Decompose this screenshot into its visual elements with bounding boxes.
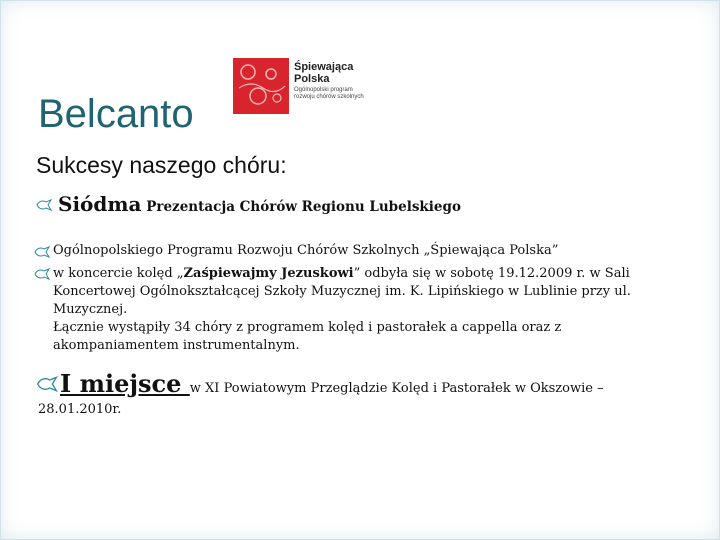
logo-name-line2: Polska	[294, 73, 330, 85]
item-4-date: 28.01.2010r.	[38, 402, 122, 417]
slide-title: Belcanto	[38, 92, 194, 136]
bullet-icon	[34, 268, 50, 280]
item-3-part3: Łącznie wystąpiły 34 chóry z programem kolęd i pastorałek a cappella oraz z akompaniamentem instrumentalnym.	[53, 320, 562, 353]
bullet-icon	[36, 199, 52, 211]
item-4-place: I miejsce	[60, 369, 190, 398]
item-2: Ogólnopolskiego Programu Rozwoju Chórów Szkolnych „Śpiewająca Polska”	[53, 243, 559, 258]
logo-desc-line1: Ogólnopolski program	[294, 87, 353, 93]
logo-emblem-icon	[233, 58, 289, 114]
logo-name-line1: Śpiewająca	[294, 61, 354, 73]
bullet-icon	[34, 246, 50, 258]
item-1-ordinal: Siódma	[58, 192, 142, 216]
spiewajaca-polska-logo	[233, 58, 379, 114]
bullet-icon	[36, 376, 58, 392]
item-4	[60, 369, 604, 398]
item-1	[58, 192, 461, 216]
item-3-part2: ” odbyła się w sobotę 19.12.2009 r. w Sali Koncertowej Ogólnokształcącej Szkoły Muzycznej im. K. Lipińskiego w Lublinie przy ul. Muzycznej.	[53, 266, 631, 317]
item-3-concert-title: Zaśpiewajmy Jezuskowi	[183, 266, 354, 281]
section-subtitle: Sukcesy naszego chóru:	[36, 152, 287, 178]
item-3	[53, 265, 653, 355]
logo-text	[294, 61, 364, 101]
item-1-text: Prezentacja Chórów Regionu Lubelskiego	[141, 199, 461, 215]
item-3-part1: w koncercie kolęd „	[53, 266, 184, 281]
item-4-text: w XI Powiatowym Przeglądzie Kolęd i Pastorałek w Okszowie –	[189, 381, 604, 396]
logo-desc-line2: rozwoju chórów szkolnych	[294, 94, 364, 100]
